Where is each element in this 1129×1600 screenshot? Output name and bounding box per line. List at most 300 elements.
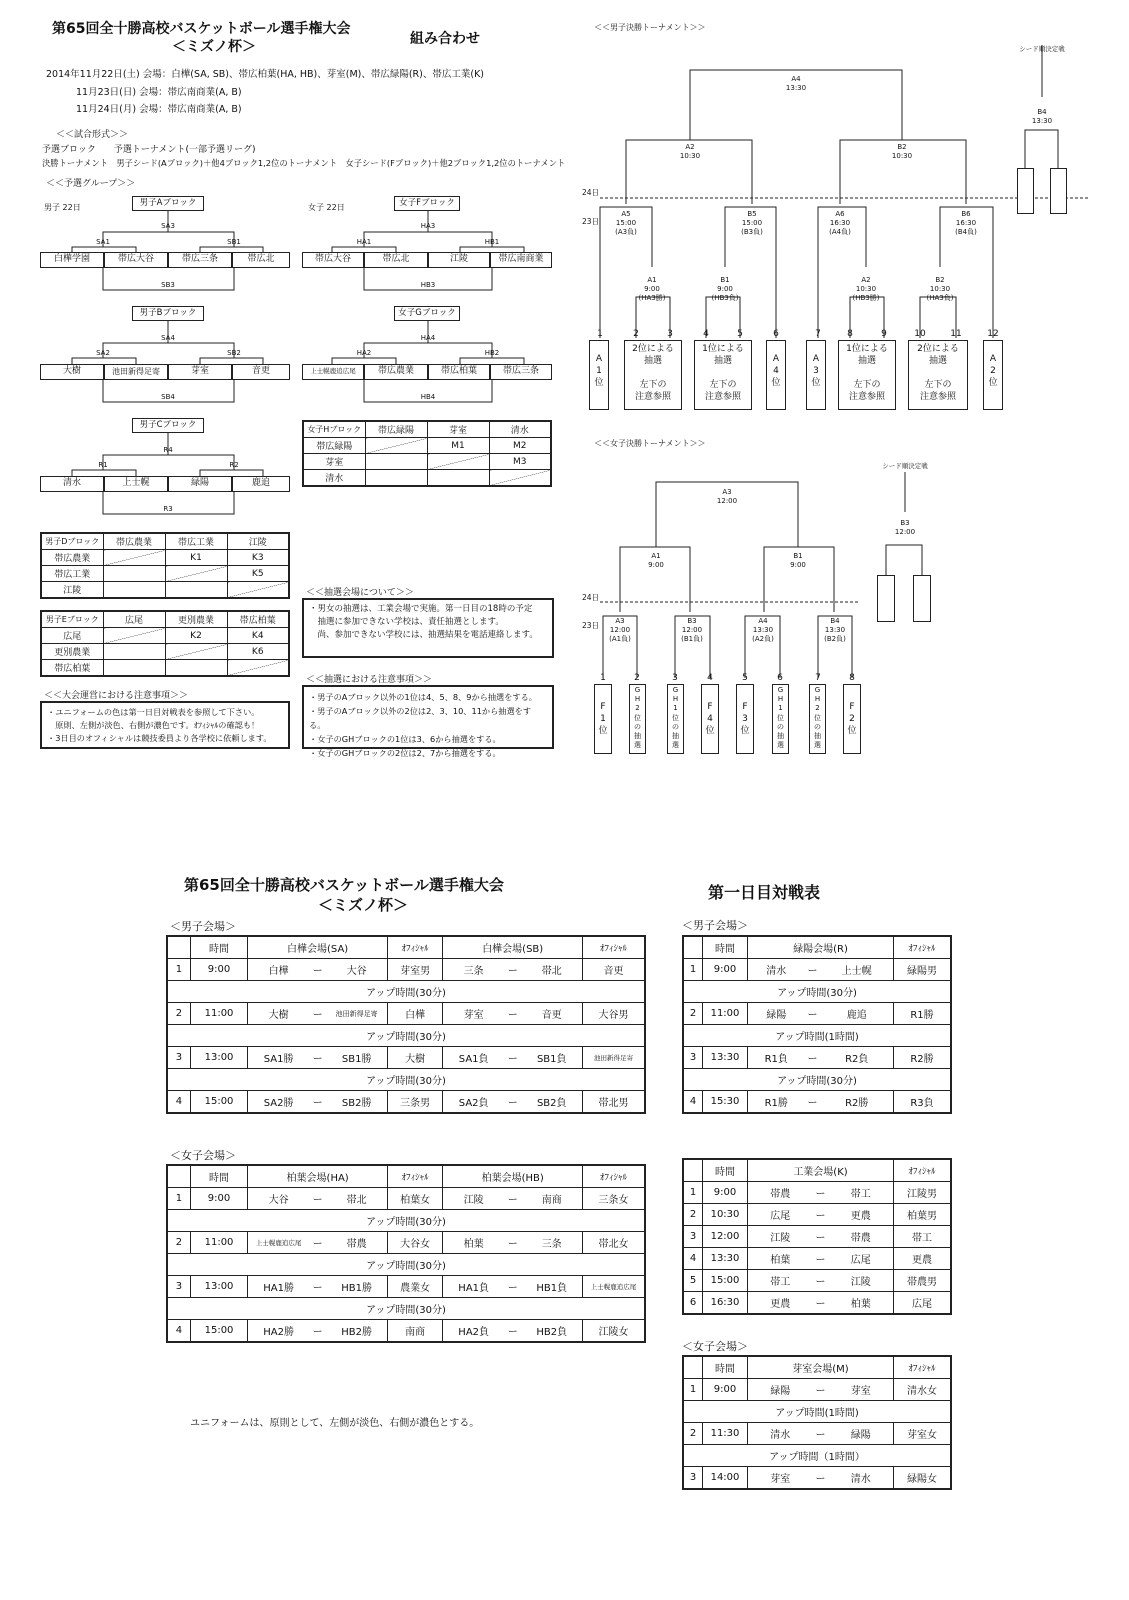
team-right: 緑陽	[829, 1423, 894, 1445]
block-d-cell	[103, 582, 165, 599]
game-time: 16:30	[703, 1292, 748, 1315]
block-e-row: 広尾	[41, 628, 103, 644]
team-right: 帯北	[521, 959, 582, 981]
rr-diag	[227, 660, 289, 677]
vs-dash: ー	[813, 1423, 829, 1445]
game-time: 9:00	[703, 959, 748, 981]
block-f-team: 帯広大谷	[302, 252, 364, 268]
up-time-row: アップ時間(30分)	[167, 1298, 645, 1320]
col-num	[167, 936, 190, 959]
vs-dash: ー	[813, 1182, 829, 1204]
block-d-col: 帯広農業	[103, 533, 165, 550]
block-d-col: 帯広工業	[165, 533, 227, 550]
girls-day23: 23日	[582, 621, 600, 630]
girls-venue-heading: ＜女子会場＞	[170, 1149, 236, 1162]
official: 更農	[894, 1248, 952, 1270]
game-time: 11:30	[703, 1423, 748, 1445]
official: 柏葉男	[894, 1204, 952, 1226]
uniform-footer-note: ユニフォームは、原則として、左側が淡色、右側が濃色とする。	[190, 1418, 480, 1429]
game-time: 9:00	[703, 1182, 748, 1204]
col-time: 時間	[703, 1159, 748, 1182]
girls-seed-box	[877, 575, 895, 622]
vs-dash: ー	[813, 1204, 829, 1226]
boys-day24: 24日	[582, 188, 600, 197]
team-left: 芽室	[748, 1467, 813, 1490]
rr-diag	[165, 644, 227, 660]
boys-game-b2: B2 10:30	[891, 143, 913, 160]
official: 大谷男	[583, 1003, 645, 1025]
official: 柏葉女	[388, 1188, 443, 1210]
boys-game-a1: A1 9:00 (HA3勝)	[638, 276, 666, 302]
team-left: HA1勝	[248, 1276, 309, 1298]
rr-diag	[227, 582, 289, 599]
col-num	[683, 936, 703, 959]
boys-slot-number: 2	[633, 329, 639, 339]
block-f-bottom-game: HB3	[420, 281, 436, 289]
game-time: 13:00	[190, 1047, 247, 1069]
block-g-team: 帯広柏葉	[428, 364, 490, 380]
official: 南商	[388, 1320, 443, 1343]
team-left: 三条	[443, 959, 504, 981]
team-left: HA1負	[443, 1276, 504, 1298]
block-h-cell	[427, 470, 489, 487]
girls-game-la4: A4 13:30 (A2負)	[752, 617, 774, 643]
girls-day-label: 女子 22日	[308, 203, 345, 212]
block-c-team: 上士幌	[104, 476, 168, 492]
official: 緑陽男	[894, 959, 952, 981]
boys-venue-heading: ＜男子会場＞	[170, 920, 236, 933]
vs-dash: ー	[504, 1232, 521, 1254]
team-left: HA2勝	[248, 1320, 309, 1343]
block-e-row: 帯広柏葉	[41, 660, 103, 677]
boys-slot: 2位による 抽選 左下の 注意参照	[624, 340, 682, 410]
block-b-team: 芽室	[168, 364, 232, 380]
block-h-cell	[365, 454, 427, 470]
team-right: R2勝	[820, 1091, 893, 1114]
block-h-col: 帯広緑陽	[365, 421, 427, 438]
boys-slot-number: 6	[773, 329, 779, 339]
block-h-game: M2	[489, 438, 551, 454]
team-left: R1負	[748, 1047, 805, 1069]
game-time: 15:00	[703, 1270, 748, 1292]
block-b-right-game: SB2	[227, 349, 241, 357]
kumiawase-label: 組み合わせ	[410, 31, 480, 47]
lottery-rules-heading: ＜＜抽選における注意事項＞＞	[306, 675, 433, 685]
block-g-top-game: HA4	[420, 334, 436, 342]
block-f-team: 帯広南商業	[490, 252, 552, 268]
girls-slot-number: 5	[742, 673, 748, 683]
team-right: SB1負	[521, 1047, 582, 1069]
vs-dash: ー	[813, 1226, 829, 1248]
block-c-team: 鹿追	[232, 476, 290, 492]
block-e-table	[40, 610, 290, 677]
block-f-top-game: HA3	[420, 222, 436, 230]
col-venue-hb: 柏葉会場(HB)	[443, 1165, 583, 1188]
boys-main-schedule	[166, 935, 646, 1114]
note-line: 原則、左側が淡色、右側が濃色です。ｵﾌｨｼｬﾙの確認も！	[47, 720, 260, 730]
up-time-row: アップ時間(30分)	[683, 981, 951, 1003]
vs-dash: ー	[504, 1003, 521, 1025]
col-official: ｵﾌｨｼｬﾙ	[894, 1356, 952, 1379]
boys-slot: 1位による 抽選 左下の 注意参照	[838, 340, 896, 410]
team-left: R1勝	[748, 1091, 805, 1114]
girls-seed-box	[913, 575, 931, 622]
game-num: 2	[683, 1423, 703, 1445]
up-time-row: アップ時間(30分)	[167, 1025, 645, 1047]
game-num: 3	[167, 1276, 190, 1298]
official: 帯農男	[894, 1270, 952, 1292]
lottery-venue-heading: ＜＜抽選会場について＞＞	[306, 588, 414, 598]
team-right: 帯北	[326, 1188, 387, 1210]
team-left: 帯工	[748, 1270, 813, 1292]
boys-slot-number: 9	[881, 329, 887, 339]
team-right: 音更	[521, 1003, 582, 1025]
game-num: 4	[167, 1320, 190, 1343]
girls-slot: G H 2 位 の 抽 選	[629, 684, 646, 754]
date-line-2: 11月23日(日) 会場：帯広南商業(A, B)	[76, 87, 242, 98]
col-official: ｵﾌｨｼｬﾙ	[894, 1159, 952, 1182]
col-official: ｵﾌｨｼｬﾙ	[388, 1165, 443, 1188]
girls-seed-label: シード順決定戦	[882, 462, 928, 470]
col-venue-r: 緑陽会場(R)	[748, 936, 894, 959]
block-e-col: 帯広柏葉	[227, 611, 289, 628]
girls-slot-number: 2	[634, 673, 640, 683]
format-heading: ＜＜試合形式＞＞	[56, 130, 129, 140]
boys-game-b6: B6 16:30 (B4負)	[955, 210, 977, 236]
game-time: 15:00	[190, 1320, 247, 1343]
vs-dash: ー	[504, 1047, 521, 1069]
team-right: HB1勝	[326, 1276, 387, 1298]
team-right: 上士幌	[820, 959, 893, 981]
team-right: 帯農	[326, 1232, 387, 1254]
team-left: 大樹	[248, 1003, 309, 1025]
block-e-game: K6	[227, 644, 289, 660]
game-time: 12:00	[703, 1226, 748, 1248]
game-num: 5	[683, 1270, 703, 1292]
boys-slot-number: 12	[987, 329, 999, 339]
block-e-game: K2	[165, 628, 227, 644]
col-venue-k: 工業会場(K)	[748, 1159, 894, 1182]
block-c-team: 清水	[40, 476, 104, 492]
team-right: SB1勝	[326, 1047, 387, 1069]
vs-dash: ー	[309, 1188, 326, 1210]
note-line: 尚、参加できない学校には、抽選結果を電話連絡します。	[309, 630, 538, 640]
management-heading: ＜＜大会運営における注意事項＞＞	[44, 691, 189, 701]
team-right: 帯工	[829, 1182, 894, 1204]
boys-game-a2: A2 10:30	[679, 143, 701, 160]
rr-diag	[489, 470, 551, 487]
col-venue-sa: 白樺会場(SA)	[248, 936, 388, 959]
col-num	[683, 1159, 703, 1182]
vs-dash: ー	[804, 1091, 820, 1114]
game-time: 10:30	[703, 1204, 748, 1226]
game-num: 1	[167, 959, 190, 981]
col-official: ｵﾌｨｼｬﾙ	[894, 936, 952, 959]
block-e-cell	[103, 644, 165, 660]
official: 大谷女	[388, 1232, 443, 1254]
team-right: 清水	[829, 1467, 894, 1490]
girls-game-a3: A3 12:00	[716, 488, 738, 505]
rr-diag	[427, 454, 489, 470]
team-right: 池田新得足寄	[326, 1003, 387, 1025]
game-time: 9:00	[190, 959, 247, 981]
block-h-col: 芽室	[427, 421, 489, 438]
block-h-row: 清水	[303, 470, 365, 487]
vs-dash: ー	[504, 1320, 521, 1343]
team-left: 芽室	[443, 1003, 504, 1025]
official: R2勝	[894, 1047, 952, 1069]
col-time: 時間	[703, 936, 748, 959]
block-g-left-game: HA2	[356, 349, 372, 357]
vs-dash: ー	[804, 1047, 820, 1069]
date-line-1: 2014年11月22日(土) 会場：白樺(SA, SB)、帯広柏葉(HA, HB)、芽室(M)、帯広緑陽(R)、帯広工業(K)	[46, 69, 485, 80]
team-left: HA2負	[443, 1320, 504, 1343]
block-d-title: 男子Dブロック	[41, 533, 103, 550]
game-num: 4	[683, 1091, 703, 1114]
boys-game-a4: A4 13:30	[785, 75, 807, 92]
block-c-team: 緑陽	[168, 476, 232, 492]
team-left: SA2負	[443, 1091, 504, 1114]
team-left: 江陵	[443, 1188, 504, 1210]
block-b-team: 大樹	[40, 364, 104, 380]
rr-diag	[103, 550, 165, 566]
vs-dash: ー	[309, 1091, 326, 1114]
team-left: 上士幌鹿追広尾	[248, 1232, 309, 1254]
block-e-row: 更別農業	[41, 644, 103, 660]
block-f-right-game: HB1	[484, 238, 500, 246]
col-num	[167, 1165, 190, 1188]
team-left: 白樺	[248, 959, 309, 981]
team-right: SB2勝	[326, 1091, 387, 1114]
official: 池田新得足寄	[583, 1047, 645, 1069]
official: 清水女	[894, 1379, 952, 1401]
schedule-cup: ＜ミズノ杯＞	[318, 896, 409, 914]
boys-slot-number: 7	[815, 329, 821, 339]
note-line: ・男子のAブロック以外の2位は2、3、10、11から抽選をする。	[309, 706, 532, 730]
vs-dash: ー	[504, 1091, 521, 1114]
boys-slot-number: 11	[950, 329, 962, 339]
team-left: 柏葉	[443, 1232, 504, 1254]
girls-venue-heading-right: ＜女子会場＞	[682, 1340, 748, 1353]
team-right: 柏葉	[829, 1292, 894, 1315]
game-num: 1	[683, 959, 703, 981]
m-venue-schedule	[682, 1355, 952, 1490]
official: 白樺	[388, 1003, 443, 1025]
girls-slot: F 3 位	[736, 684, 754, 754]
boys-tournament-heading: ＜＜男子決勝トーナメント＞＞	[594, 23, 706, 32]
boys-slot: A 2 位	[983, 340, 1003, 410]
boys-slot: A 1 位	[589, 340, 609, 410]
k-venue-schedule	[682, 1158, 952, 1315]
game-time: 11:00	[190, 1003, 247, 1025]
girls-game-b1: B1 9:00	[790, 552, 806, 569]
boys-game-a6: A6 16:30 (A4負)	[829, 210, 851, 236]
game-time: 13:30	[703, 1248, 748, 1270]
block-g-title: 女子Gブロック	[394, 306, 460, 321]
vs-dash: ー	[813, 1379, 829, 1401]
note-line: ・男子のAブロック以外の1位は4、5、8、9から抽選をする。	[309, 692, 537, 702]
management-note	[40, 701, 290, 749]
game-time: 9:00	[703, 1379, 748, 1401]
girls-slot: F 1 位	[594, 684, 612, 754]
team-right: R2負	[820, 1047, 893, 1069]
block-d-cell	[103, 566, 165, 582]
boys-slot-number: 8	[847, 329, 853, 339]
girls-slot-number: 3	[672, 673, 678, 683]
boys-slot-number: 5	[737, 329, 743, 339]
block-d-col: 江陵	[227, 533, 289, 550]
boys-slot-number: 10	[914, 329, 926, 339]
block-h-title: 女子Hブロック	[303, 421, 365, 438]
girls-main-schedule	[166, 1164, 646, 1343]
official: R3負	[894, 1091, 952, 1114]
team-right: 広尾	[829, 1248, 894, 1270]
block-b-bottom-game: SB4	[161, 393, 175, 401]
game-num: 1	[683, 1379, 703, 1401]
vs-dash: ー	[813, 1248, 829, 1270]
team-left: 柏葉	[748, 1248, 813, 1270]
vs-dash: ー	[309, 1232, 326, 1254]
girls-slot-number: 4	[707, 673, 713, 683]
block-a-top-game: SA3	[161, 222, 175, 230]
cup-subtitle: ＜ミズノ杯＞	[172, 39, 256, 55]
girls-day24: 24日	[582, 593, 600, 602]
team-left: 広尾	[748, 1204, 813, 1226]
official: 広尾	[894, 1292, 952, 1315]
team-right: 更農	[829, 1204, 894, 1226]
vs-dash: ー	[813, 1292, 829, 1315]
schedule-title: 第65回全十勝高校バスケットボール選手権大会	[184, 876, 504, 894]
note-line: 抽選に参加できない学校は、責任抽選とします。	[309, 617, 504, 627]
girls-slot-number: 8	[849, 673, 855, 683]
date-line-3: 11月24日(月) 会場：帯広南商業(A, B)	[76, 104, 242, 115]
block-d-table	[40, 532, 290, 599]
block-g-right-game: HB2	[484, 349, 500, 357]
team-right: HB2負	[521, 1320, 582, 1343]
game-num: 3	[683, 1226, 703, 1248]
vs-dash: ー	[813, 1270, 829, 1292]
official: 芽室男	[388, 959, 443, 981]
game-num: 2	[167, 1003, 190, 1025]
up-time-row: アップ時間(30分)	[683, 1069, 951, 1091]
boys-game-b5: B5 15:00 (B3負)	[741, 210, 763, 236]
team-right: 大谷	[326, 959, 387, 981]
boys-game-a2b: A2 10:30 (HB3勝)	[852, 276, 880, 302]
note-line: ・女子のGHブロックの1位は3、6から抽選をする。	[309, 734, 501, 744]
game-time: 11:00	[703, 1003, 748, 1025]
boys-game-b2b: B2 10:30 (HA3負)	[926, 276, 954, 302]
game-time: 9:00	[190, 1188, 247, 1210]
vs-dash: ー	[804, 959, 820, 981]
block-c-left-game: R1	[98, 461, 108, 469]
block-b-top-game: SA4	[161, 334, 175, 342]
block-d-row: 帯広工業	[41, 566, 103, 582]
block-g-team: 帯広農業	[364, 364, 428, 380]
boys-day23: 23日	[582, 217, 600, 226]
block-a-left-game: SA1	[96, 238, 110, 246]
block-h-table	[302, 420, 552, 487]
boys-slot: A 3 位	[806, 340, 826, 410]
r-venue-schedule	[682, 935, 952, 1114]
team-right: 芽室	[829, 1379, 894, 1401]
team-right: HB1負	[521, 1276, 582, 1298]
lottery-rules-note	[302, 685, 554, 758]
rr-diag	[365, 438, 427, 454]
block-c-bottom-game: R3	[163, 505, 173, 513]
block-g-team: 帯広三条	[490, 364, 552, 380]
official: R1勝	[894, 1003, 952, 1025]
vs-dash: ー	[504, 1188, 521, 1210]
game-num: 6	[683, 1292, 703, 1315]
rr-diag	[165, 566, 227, 582]
block-f-team: 江陵	[428, 252, 490, 268]
official: 帯北男	[583, 1091, 645, 1114]
game-time: 14:00	[703, 1467, 748, 1490]
lottery-venue-note	[302, 598, 554, 658]
block-h-game: M1	[427, 438, 489, 454]
boys-slot: A 4 位	[766, 340, 786, 410]
team-right: SB2負	[521, 1091, 582, 1114]
vs-dash: ー	[309, 1047, 326, 1069]
team-right: 鹿追	[820, 1003, 893, 1025]
vs-dash: ー	[504, 959, 521, 981]
girls-slot-number: 7	[815, 673, 821, 683]
team-left: SA1負	[443, 1047, 504, 1069]
girls-game-lb3: B3 12:00 (B1負)	[681, 617, 703, 643]
game-num: 3	[683, 1467, 703, 1490]
game-time: 13:30	[703, 1047, 748, 1069]
official: 江陵男	[894, 1182, 952, 1204]
boys-seed-box	[1050, 168, 1067, 214]
block-e-cell	[165, 660, 227, 677]
col-venue-ha: 柏葉会場(HA)	[248, 1165, 388, 1188]
block-h-game: M3	[489, 454, 551, 470]
team-left: SA1勝	[248, 1047, 309, 1069]
vs-dash: ー	[309, 959, 326, 981]
boys-venue-heading-right: ＜男子会場＞	[682, 919, 748, 932]
team-left: 清水	[748, 959, 805, 981]
girls-game-b3: B3 12:00	[894, 519, 916, 536]
note-line: ・女子のGHブロックの2位は2、7から抽選をする。	[309, 748, 501, 758]
col-time: 時間	[703, 1356, 748, 1379]
boys-game-b1: B1 9:00 (HB3負)	[711, 276, 739, 302]
girls-game-la3: A3 12:00 (A1負)	[609, 617, 631, 643]
col-official: ｵﾌｨｼｬﾙ	[583, 1165, 645, 1188]
block-h-row: 帯広緑陽	[303, 438, 365, 454]
col-time: 時間	[190, 1165, 247, 1188]
vs-dash: ー	[504, 1276, 521, 1298]
game-num: 2	[683, 1204, 703, 1226]
game-num: 4	[167, 1091, 190, 1114]
game-time: 15:30	[703, 1091, 748, 1114]
official: 帯工	[894, 1226, 952, 1248]
team-left: SA2勝	[248, 1091, 309, 1114]
note-line: ・3日目のオフィシャルは競技委員より各学校に依頼します。	[47, 733, 272, 743]
block-d-game: K5	[227, 566, 289, 582]
girls-game-lb4: B4 13:30 (B2負)	[824, 617, 846, 643]
block-d-cell	[165, 582, 227, 599]
official: 芽室女	[894, 1423, 952, 1445]
block-a-team: 帯広北	[232, 252, 290, 268]
team-right: 南商	[521, 1188, 582, 1210]
game-num: 3	[167, 1047, 190, 1069]
vs-dash: ー	[813, 1467, 829, 1490]
boys-slot-number: 4	[703, 329, 709, 339]
team-right: HB2勝	[326, 1320, 387, 1343]
official: 音更	[583, 959, 645, 981]
team-right: 江陵	[829, 1270, 894, 1292]
up-time-row: アップ時間(30分)	[167, 1069, 645, 1091]
